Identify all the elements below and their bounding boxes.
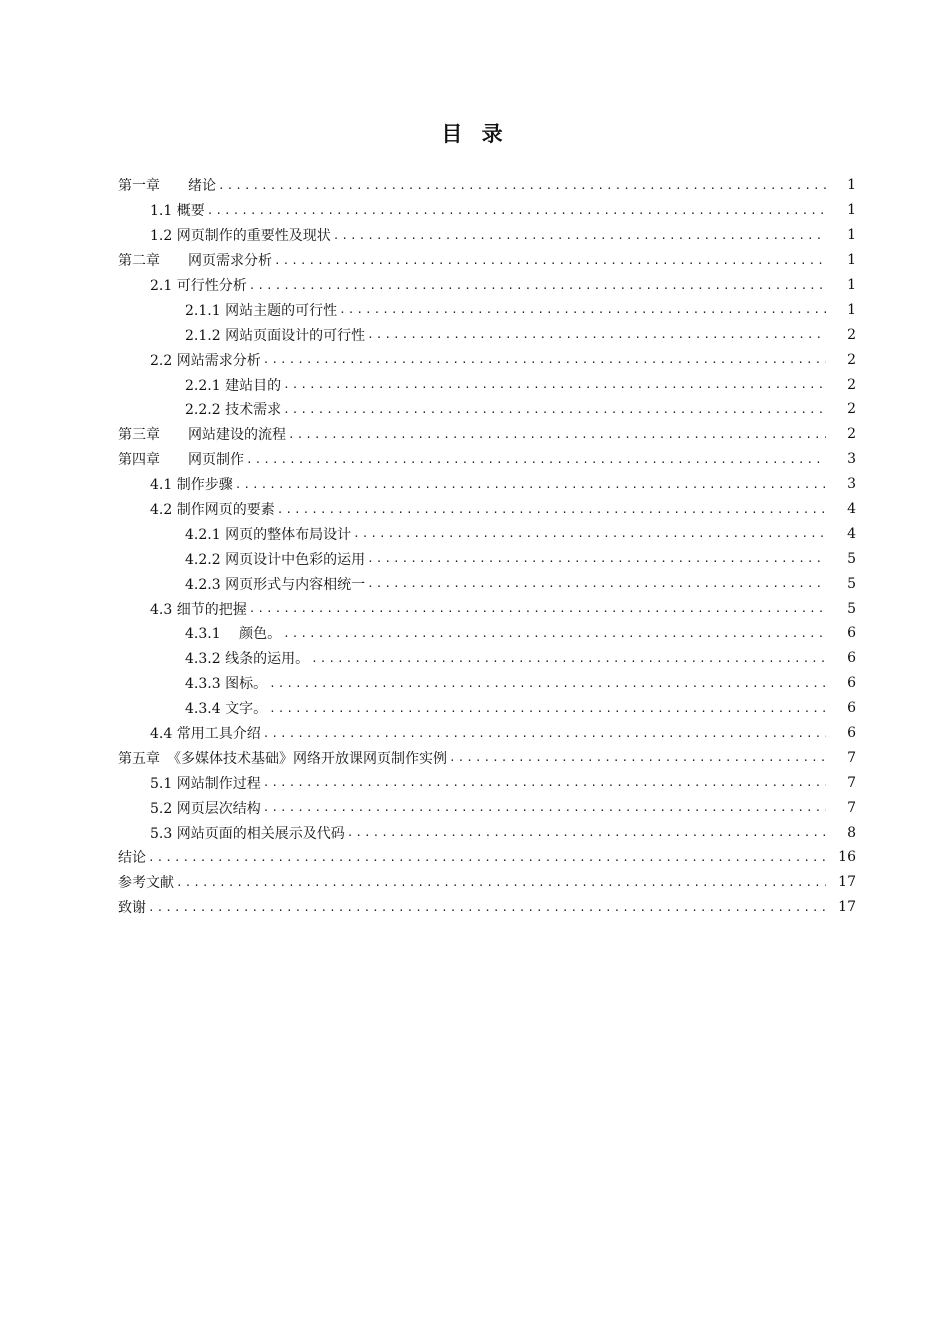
dot-leader: [277, 503, 826, 516]
dot-leader: [263, 801, 826, 814]
toc-page-number: 3: [847, 451, 856, 468]
toc-page-number: 3: [847, 476, 856, 493]
toc-page-number: 7: [847, 774, 856, 791]
toc-page-number: 1: [847, 227, 856, 244]
dot-leader: [339, 303, 826, 316]
toc-entry[interactable]: [118, 745, 856, 770]
toc-page-number: 1: [847, 177, 856, 194]
toc-entry[interactable]: [118, 895, 856, 920]
toc-entry[interactable]: [118, 646, 856, 671]
toc-entry-title: 第五章 《多媒体技术基础》网络开放课网页制作实例: [118, 750, 447, 767]
toc-entry[interactable]: [118, 596, 856, 621]
toc-entry-title: 2.2.2 技术需求: [185, 402, 282, 419]
toc-entry-title: 第二章 网页需求分析: [118, 253, 272, 270]
toc-entry[interactable]: [118, 322, 856, 347]
toc-entry[interactable]: [118, 571, 856, 596]
toc-page-number: 2: [847, 326, 856, 343]
toc-entry[interactable]: [118, 770, 856, 795]
dot-leader: [148, 851, 826, 864]
toc-entry[interactable]: [118, 497, 856, 522]
toc-entry[interactable]: [118, 372, 856, 397]
dot-leader: [283, 378, 826, 391]
page-title: 目 录: [441, 122, 509, 146]
toc-entry-title: 第一章 绪论: [118, 178, 216, 195]
dot-leader: [367, 577, 826, 590]
toc-entry-title: 4.2 制作网页的要素: [150, 502, 275, 519]
toc-entry[interactable]: [118, 422, 856, 447]
table-of-contents: [118, 173, 856, 920]
toc-page-number: 4: [847, 501, 856, 518]
dot-leader: [207, 204, 826, 217]
toc-entry[interactable]: [118, 297, 856, 322]
toc-page-number: 6: [847, 650, 856, 667]
toc-page-number: 6: [847, 675, 856, 692]
toc-page-number: 2: [847, 401, 856, 418]
dot-leader: [148, 901, 826, 914]
toc-page-number: 1: [847, 252, 856, 269]
toc-page-number: 6: [847, 700, 856, 717]
dot-leader: [246, 453, 826, 466]
toc-entry-title: 5.1 网站制作过程: [150, 775, 261, 792]
toc-entry-title: 4.2.3 网页形式与内容相统一: [185, 576, 366, 593]
toc-page-number: 17: [838, 899, 856, 916]
toc-entry[interactable]: [118, 696, 856, 721]
toc-page-number: 7: [847, 799, 856, 816]
toc-entry[interactable]: [118, 248, 856, 273]
dot-leader: [311, 652, 826, 665]
dot-leader: [288, 428, 826, 441]
toc-entry[interactable]: [118, 546, 856, 571]
toc-page-number: 16: [838, 849, 856, 866]
toc-entry-title: 致谢: [118, 900, 146, 917]
toc-entry[interactable]: [118, 671, 856, 696]
toc-page-number: 6: [847, 725, 856, 742]
toc-entry-title: 第四章 网页制作: [118, 452, 244, 469]
dot-leader: [249, 602, 826, 615]
dot-leader: [333, 229, 826, 242]
dot-leader: [449, 751, 826, 764]
toc-page-number: 1: [847, 202, 856, 219]
toc-entry-title: 2.1 可行性分析: [150, 278, 247, 294]
toc-page-number: 5: [847, 575, 856, 592]
toc-entry-title: 4.3.3 图标。: [185, 676, 268, 693]
toc-page-number: 2: [847, 376, 856, 393]
dot-leader: [283, 627, 826, 640]
toc-page-number: 5: [847, 550, 856, 567]
toc-entry[interactable]: [118, 521, 856, 546]
toc-entry-title: 4.1 制作步骤: [150, 477, 233, 494]
toc-entry[interactable]: [118, 347, 856, 372]
toc-entry[interactable]: [118, 621, 856, 646]
toc-entry-title: 参考文献: [118, 875, 174, 892]
toc-entry[interactable]: [118, 447, 856, 472]
dot-leader: [249, 279, 826, 292]
toc-entry-title: 4.4 常用工具介绍: [150, 726, 261, 743]
toc-page-number: 6: [847, 625, 856, 642]
toc-entry-title: 4.2.2 网页设计中色彩的运用: [185, 551, 366, 568]
toc-entry[interactable]: [118, 721, 856, 746]
dot-leader: [263, 727, 826, 740]
dot-leader: [367, 328, 826, 341]
dot-leader: [235, 478, 826, 491]
toc-entry[interactable]: [118, 273, 856, 298]
dot-leader: [353, 527, 826, 540]
dot-leader: [367, 552, 826, 565]
toc-page-number: 2: [847, 426, 856, 443]
toc-entry[interactable]: [118, 223, 856, 248]
toc-entry-title: 5.3 网站页面的相关展示及代码: [150, 825, 345, 842]
dot-leader: [263, 353, 826, 366]
toc-page-number: 1: [847, 277, 856, 293]
toc-entry-title: 2.1.1 网站主题的可行性: [185, 302, 338, 319]
toc-entry[interactable]: [118, 472, 856, 497]
toc-entry-title: 4.2.1 网页的整体布局设计: [185, 526, 352, 543]
toc-page-number: 17: [838, 874, 856, 891]
dot-leader: [269, 677, 826, 690]
toc-entry-title: 5.2 网页层次结构: [150, 800, 261, 817]
toc-page-number: 5: [847, 600, 856, 617]
toc-entry-title: 4.3.1 颜色。: [185, 626, 282, 643]
toc-entry-title: 2.2.1 建站目的: [185, 377, 282, 394]
toc-entry-title: 4.3.4 文字。: [185, 701, 268, 718]
dot-leader: [263, 776, 826, 789]
toc-page-number: 7: [847, 749, 856, 766]
toc-page-number: 8: [847, 824, 856, 841]
toc-page-number: 4: [847, 525, 856, 542]
toc-entry[interactable]: [118, 795, 856, 820]
toc-entry[interactable]: [118, 845, 856, 870]
dot-leader: [176, 876, 826, 889]
toc-page-number: 2: [847, 351, 856, 368]
toc-entry-title: 结论: [118, 850, 146, 867]
toc-entry[interactable]: [118, 397, 856, 422]
toc-entry-title: 2.1.2 网站页面设计的可行性: [185, 327, 366, 344]
toc-entry[interactable]: [118, 198, 856, 223]
toc-entry-title: 2.2 网站需求分析: [150, 352, 261, 369]
dot-leader: [347, 826, 826, 839]
toc-entry[interactable]: [118, 870, 856, 895]
dot-leader: [283, 403, 826, 416]
dot-leader: [274, 254, 826, 267]
toc-page-number: 1: [847, 301, 856, 318]
toc-entry-title: 第三章 网站建设的流程: [118, 427, 286, 444]
toc-entry-title: 1.1 概要: [150, 203, 205, 220]
toc-entry-title: 4.3.2 线条的运用。: [185, 651, 310, 668]
toc-entry[interactable]: [118, 820, 856, 845]
toc-entry-title: 4.3 细节的把握: [150, 601, 247, 618]
toc-entry[interactable]: [118, 173, 856, 198]
toc-entry-title: 1.2 网页制作的重要性及现状: [150, 228, 331, 245]
dot-leader: [218, 179, 826, 192]
dot-leader: [269, 702, 826, 715]
